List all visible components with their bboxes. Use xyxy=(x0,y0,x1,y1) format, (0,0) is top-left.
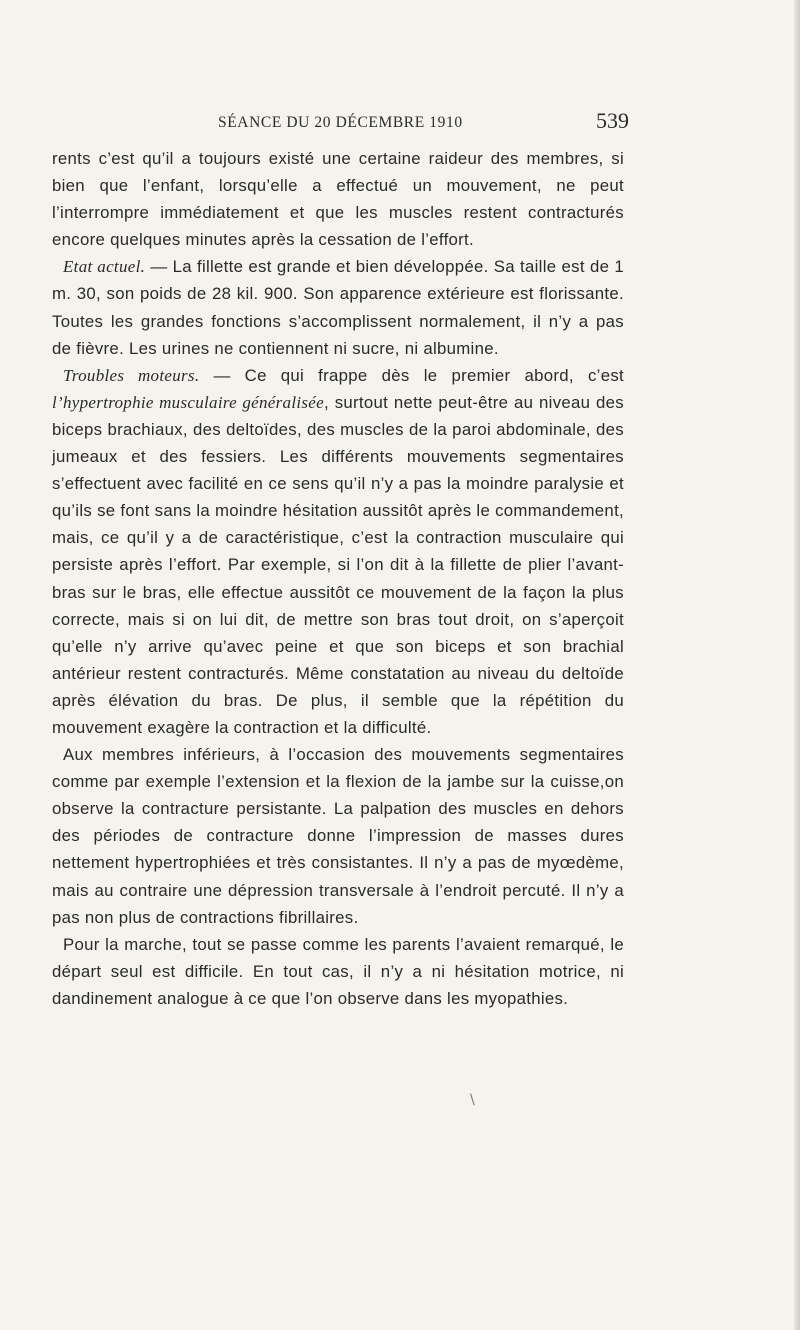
emphasis-hypertrophie: l’hypertrophie musculaire généralisée xyxy=(52,392,324,412)
section-lead-etat-actuel: Etat actuel. xyxy=(63,257,146,277)
paragraph-troubles-moteurs-text-2: , surtout nette peut-être au niveau des biceps brachiaux, des deltoïdes, des muscles de la paroi abdominale, des jumeaux et des fessiers. Les différents mouvements segmentaires s’effectuent avec facilité en ce sens qu’il n’y a pas la moindre paralysie et qu’ils se font sans la moindre hésitation aussitôt après le commandement, mais, ce qu’il y a de caractéristique, c’est la contraction musculaire qui persiste après l’effort. Par exemple, si l’on dit à la fillette de plier l’avant-bras sur le bras, elle effectue aussitôt ce mouvement de la façon la plus correcte, mais si on lui dit, de mettre son bras tout droit, on s’aperçoit qu’elle n’y arrive qu’avec peine et que son biceps et son brachial antérieur restent contracturés. Même constatation au niveau du deltoïde après élévation du bras. De plus, il semble que la répétition du mouvement exagère la contraction et la difficulté. xyxy=(52,392,624,737)
paragraph-continuation: rents c’est qu’il a toujours existé une certaine raideur des membres, si bien que l’enfant, lorsqu’elle a effectué un mouvement, ne peut l’interrompre immédiatement et que les muscles restent contracturés encore quelques minutes après la cessation de l’effort. xyxy=(52,149,624,250)
page-header xyxy=(52,104,630,138)
paragraph-membres-inferieurs: Aux membres inférieurs, à l’occasion des mouvements segmentaires comme par exemple l’extension et la flexion de la jambe sur la cuisse,on observe la contracture persistante. La palpation des muscles en dehors des périodes de contracture donne l’impression de masses dures nettement hypertrophiées et très consistantes. Il n’y a pas de myœdème, mais au contraire une dépression transversale à l’endroit percuté. Il n’y a pas non plus de contractions fibrillaires. xyxy=(52,745,624,927)
stray-pencil-mark: \ xyxy=(470,1092,475,1108)
paragraph-etat-actuel xyxy=(52,253,624,361)
running-head: SÉANCE DU 20 DÉCEMBRE 1910 xyxy=(218,114,463,131)
paragraph-troubles-moteurs xyxy=(52,362,624,741)
paragraph-marche: Pour la marche, tout se passe comme les parents l’avaient remarqué, le départ seul est difficile. En tout cas, il n’y a ni hésitation motrice, ni dandinement analogue à ce que l’on observe dans les myopathies. xyxy=(52,934,624,1008)
page-edge-shadow xyxy=(794,0,800,1330)
section-lead-troubles-moteurs: Troubles moteurs. xyxy=(63,365,200,385)
body-text xyxy=(52,145,624,1012)
paragraph-etat-actuel-text: — La fillette est grande et bien développée. Sa taille est de 1 m. 30, son poids de 28 kil. 900. Son apparence extérieure est florissante. Toutes les grandes fonctions s’accomplissent normalement, il n’y a pas de fièvre. Les urines ne contiennent ni sucre, ni albumine. xyxy=(52,257,625,358)
page-number: 539 xyxy=(596,108,629,133)
paragraph-troubles-moteurs-text-1: — Ce qui frappe dès le premier abord, c’est xyxy=(199,365,624,385)
